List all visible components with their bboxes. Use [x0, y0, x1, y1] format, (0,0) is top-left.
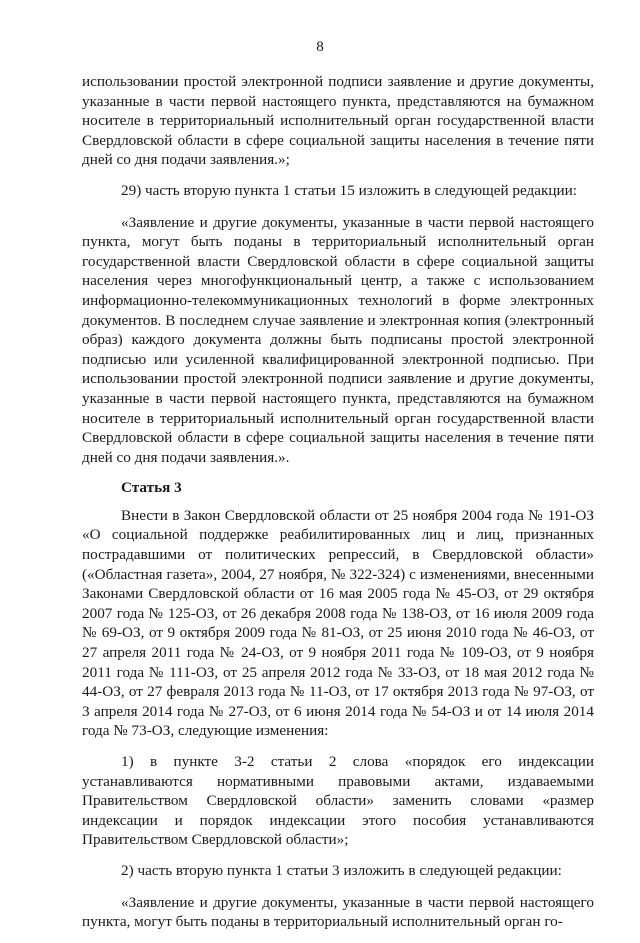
paragraph-item-2: 2) часть вторую пункта 1 статьи 3 изложить в следующей редакции: — [121, 861, 562, 879]
document-body — [82, 72, 594, 943]
page-number: 8 — [316, 39, 324, 55]
paragraph-quoted-text: «Заявление и другие документы, указанные в части первой настоящего пункта, могут быть поданы в территориальный исполнительный орган государственной власти Свердловской области в сфере социальной защиты населения через многофункциональный центр, а также с использованием информационно-телекоммуникационных технологий в форме электронных документов. В последнем случае заявление и электронная копия (электронный образ) каждого документа должны быть подписаны простой электронной подписью или усиленной квалифицированной электронной подписью. При использовании простой электронной подписи заявление и другие документы, указанные в части первой настоящего пункта, представляются на бумажном носителе в территориальный исполнительный орган государственной власти Свердловской области в сфере социальной защиты населения в течение пяти дней со дня подачи заявления.». — [82, 213, 594, 466]
paragraph-item-1: 1) в пункте 3-2 статьи 2 слова «порядок его индексации устанавливаются нормативными правовыми актами, издаваемыми Правительством Свердловской области» заменить словами «размер индексации и порядок индексации этого пособия устанавливаются Правительством Свердловской области»; — [82, 753, 594, 849]
paragraph-article-intro: Внести в Закон Свердловской области от 25 ноября 2004 года № 191-ОЗ «О социальной поддержке реабилитированных лиц и лиц, признанных пострадавшими от политических репрессий, в Свердловской области» («Областная газета», 2004, 27 ноября, № 322-324) с изменениями, внесенными Законами Свердловской области от 16 мая 2005 года № 45-ОЗ, от 29 октября 2007 года № 125-ОЗ, от 26 декабря 2008 года № 138-ОЗ, от 16 июля 2009 года № 69-ОЗ, от 9 октября 2009 года № 81-ОЗ, от 25 июня 2010 года № 46-ОЗ, от 27 апреля 2011 года № 24-ОЗ, от 9 ноября 2011 года № 109-ОЗ, от 9 ноября 2011 года № 111-ОЗ, от 25 апреля 2012 года № 33-ОЗ, от 18 мая 2012 года № 44-ОЗ, от 27 февраля 2013 года № 11-ОЗ, от 17 октября 2013 года № 97-ОЗ, от 3 апреля 2014 года № 27-ОЗ, от 6 июня 2014 года № 54-ОЗ и от 14 июля 2014 года № 73-ОЗ, следующие изменения: — [82, 506, 594, 740]
paragraph-continuation: использовании простой электронной подписи заявление и другие документы, указанные в части первой настоящего пункта, представляются на бумажном носителе в территориальный исполнительный орган государственной власти Свердловской области в сфере социальной защиты населения в течение пяти дней со дня подачи заявления.»; — [82, 73, 594, 169]
paragraph-quoted-text-continued: «Заявление и другие документы, указанные в части первой настоящего пункта, могут быть поданы в территориальный исполнительный орган го- — [82, 893, 594, 931]
paragraph-item-29: 29) часть вторую пункта 1 статьи 15 изложить в следующей редакции: — [121, 181, 577, 199]
article-heading: Статья 3 — [121, 479, 182, 497]
